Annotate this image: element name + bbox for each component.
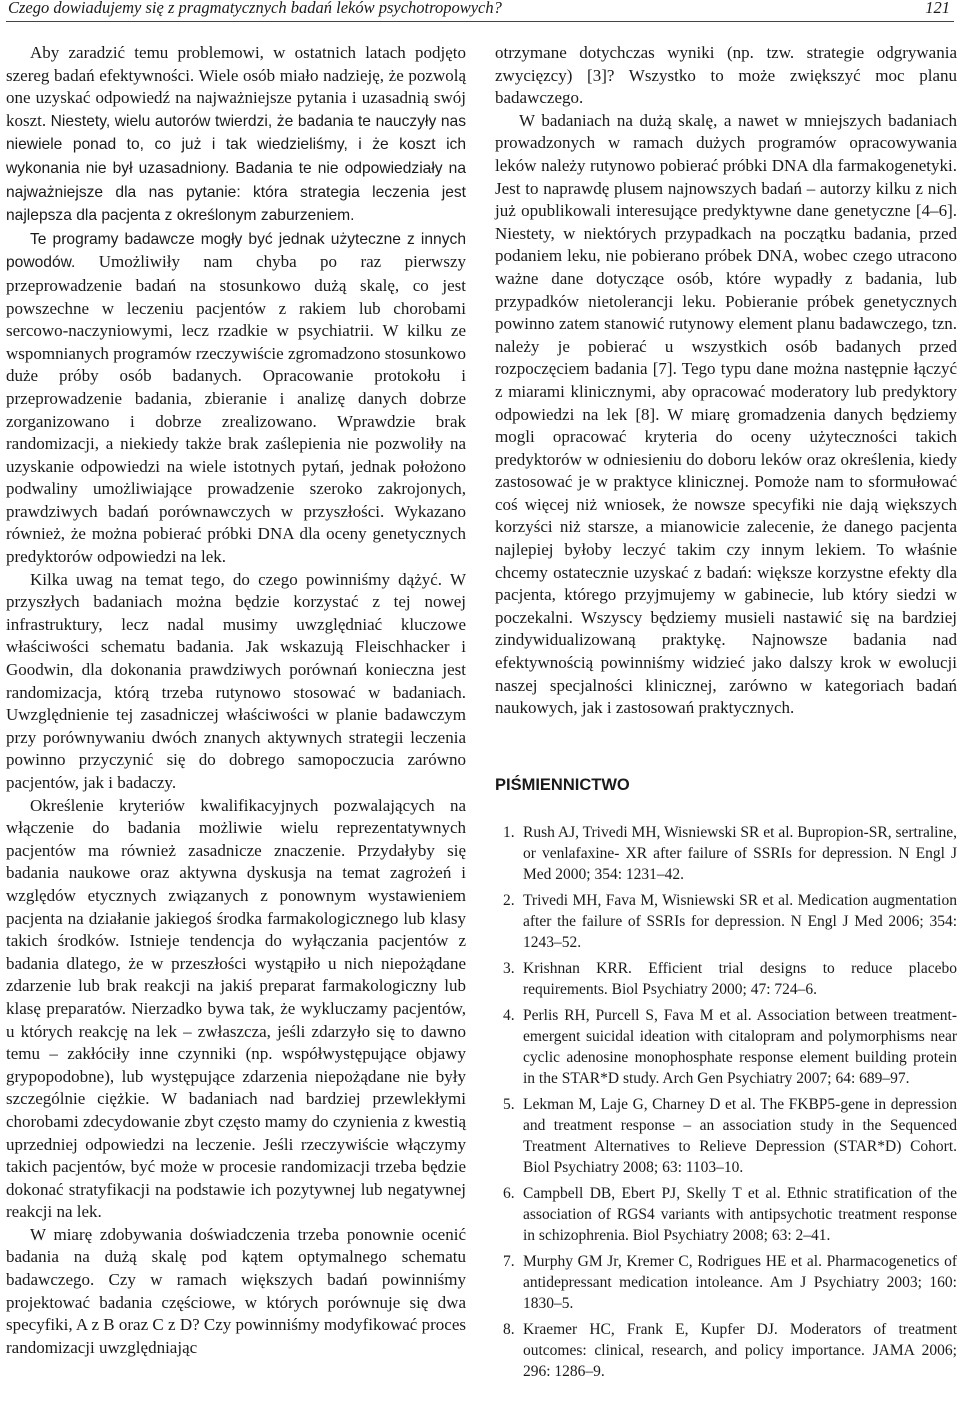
reference-text: Trivedi MH, Fava M, Wisniewski SR et al. Medication augmentation after the failure of SSRIs for depression. N Engl J Med 2006; 354: 1243–52. — [523, 892, 957, 952]
reference-text: Murphy GM Jr, Kremer C, Rodrigues HE et al. Pharmacogenetics of antidepressant medication intoleance. Am J Psychiatry 2003; 160: 1830–5. — [523, 1253, 957, 1313]
reference-item — [495, 1005, 957, 1089]
reference-text: Campbell DB, Ebert PJ, Skelly T et al. Ethnic stratification of the association of RGS4 variants with antipsychotic treatment response in schizophrenia. Biol Psychiatry 2008; 63: 2–41. — [523, 1185, 957, 1245]
references-heading: PIŚMIENNICTWO — [495, 775, 630, 794]
reference-number: 4. — [503, 1007, 515, 1025]
running-header — [6, 0, 954, 22]
reference-number: 5. — [503, 1096, 515, 1114]
paragraph: Określenie kryteriów kwalifikacyjnych pozwalających na włączenie do badania możliwie wielu reprezentatywnych pacjentów ma również zasadnicze znaczenie. Przydałyby się badania naukowe oraz aktywna dyskusja na temat zagrożeń i względów etycznych związanych z ponownym wystawieniem pacjenta na działanie jakiegoś środka farmakologicznego lub klasy takich środków. Istnieje tendencja do wyłączania pacjentów z badania dlatego, że w przeszłości wystąpiło u nich niepożądane zdarzenie lub brak reakcji na jakiś preparat farmakologiczny lub klasę preparatów. Nierzadko bywa tak, że wykluczamy pacjentów, u których reakcję na lek – zwłaszcza, jeśli zdarzyło się to dawno temu – zakłóciły inne czynniki (np. współwystępujące objawy grypopodobne), lub występujące zdarzenia niepożądane nie były szczególnie ciężkie. W badaniach nad bardziej przewlekłymi chorobami zdecydowanie zbyt często mamy do czynienia z kwestią uprzedniej odpowiedzi na leczenie. Jeśli rzeczywiście włączymy takich pacjentów, być może w procesie randomizacji trzeba będzie dokonać stratyfikacji na podstawie ich pozytywnej lub negatywnej reakcji na lek. — [6, 795, 466, 1222]
reference-number: 8. — [503, 1321, 515, 1339]
reference-number: 2. — [503, 892, 515, 910]
paragraph: otrzymane dotychczas wyniki (np. tzw. strategie odgrywania zwycięzcy) [3]? Wszystko to może zwiększyć moc planu badawczego. — [495, 43, 957, 108]
reference-number: 7. — [503, 1253, 515, 1271]
reference-item — [495, 1094, 957, 1178]
paragraph-text: Umożliwiły nam chyba po raz pierwszy przeprowadzenie badań na stosunkowo dużą skalę, co jest powszechne w leczeniu pacjentów z rakiem lub chorobami sercowo-naczyniowymi, lecz rzadkie w psychiatrii. W kilku ze wspomnianych programów rzeczywiście zgromadzono stosunkowo duże próby osób badanych. Opracowanie protokołu i przeprowadzenie badania, zbieranie i analizę danych dobrze zorganizowano i dobrze zrealizowano. Wprawdzie brak randomizacji, a niekiedy także brak zaślepienia nie pozwoliły na uzyskanie odpowiedzi na wiele istotnych pytań, jednak położono podwaliny umożliwiające prowadzenie szeroko zakrojonych, prawdziwych badań porównawczych w przyszłości. Wykazano również, że można pobierać próbki DNA dla oceny genetycznych predyktorów odpowiedzi na lek. — [6, 252, 466, 567]
reference-text: Krishnan KRR. Efficient trial designs to reduce placebo requirements. Biol Psychiatry 2000; 47: 724–6. — [523, 960, 957, 999]
references-list — [495, 822, 957, 1382]
reference-item — [495, 958, 957, 1000]
paragraph-text: Niestety, wielu autorów twierdzi, że badania te nauczyły nas niewiele ponad to, co już i tak wiedzieliśmy, i że koszt ich wykonania nie był uzasadniony. Badania te nie odpowiedziały na najważniejsze dla nas pytanie: która strategia leczenia jest najlepsza dla pacjenta z określonym zaburzeniem. — [6, 112, 467, 225]
reference-text: Perlis RH, Purcell S, Fava M et al. Association between treatment-emergent suicidal ideation with citalopram and polymorphisms near cyclic adenosine monophosphate response element building protein in the STAR*D study. Arch Gen Psychiatry 2007; 64: 689–97. — [523, 1007, 957, 1088]
reference-number: 1. — [503, 824, 515, 842]
paragraph: Kilka uwag na temat tego, do czego powinniśmy dążyć. W przyszłych badaniach można będzie korzystać z tej nowej infrastruktury, lecz nadal musimy uwzględniać kluczowe właściwości schematu badania. Jak wskazują Fleischhacker i Goodwin, dla dokonania prawdziwych porównań konieczna jest randomizacja, którą trzeba rutynowo stosować w badaniach. Uwzględnienie tej zasadniczej właściwości w planie badawczym przy porównywaniu dwóch znanych aktywnych strategii leczenia powinno przyczynić się do dobrego samopoczucia zarówno pacjentów, jak i badaczy. — [6, 569, 466, 792]
reference-item — [495, 1251, 957, 1314]
reference-text: Kraemer HC, Frank E, Kupfer DJ. Moderators of treatment outcomes: clinical, research, and policy importance. JAMA 2006; 296: 1286–9. — [523, 1321, 957, 1381]
reference-text: Rush AJ, Trivedi MH, Wisniewski SR et al. Bupropion-SR, sertraline, or venlafaxine- XR after failure of SSRIs for depression. N Engl J Med 2000; 354: 1231–42. — [523, 824, 957, 884]
page-number: 121 — [925, 0, 950, 17]
paragraph-text: Te programy badawcze mogły być jednak użyteczne z innych powodów. — [6, 230, 466, 272]
reference-number: 6. — [503, 1185, 515, 1203]
reference-item — [495, 822, 957, 885]
right-column — [495, 42, 957, 1387]
paragraph — [6, 42, 466, 228]
paragraph-text: Aby zaradzić temu problemowi, w ostatnich latach podjęto szereg badań efektywności. Wiele osób miało nadzieję, że pozwolą one uzyskać odpowiedź na najważniejsze pytania i uzasadnią swój koszt. — [6, 43, 466, 130]
left-column — [6, 42, 466, 1359]
reference-item — [495, 890, 957, 953]
running-title: Czego dowiadujemy się z pragmatycznych badań leków psychotropowych? — [8, 0, 502, 17]
paragraph: W miarę zdobywania doświadczenia trzeba ponownie ocenić badania na dużą skalę pod kątem optymalnego schematu badawczego. Czy w ramach większych badań powinniśmy projektować badania częściowe, w których porównuje się dwa specyfiki, A z B oraz C z D? Czy powinniśmy modyfikować proces randomizacji uwzględniając — [6, 1224, 466, 1357]
reference-item — [495, 1319, 957, 1382]
reference-item — [495, 1183, 957, 1246]
reference-number: 3. — [503, 960, 515, 978]
paragraph: W badaniach na dużą skalę, a nawet w mniejszych badaniach prowadzonych w ramach dużych programów opracowywania leków należy rutynowo pobierać próbki DNA dla farmakogenetyki. Jest to naprawdę plusem najnowszych badań – autorzy kilku z nich już opublikowali interesujące predyktywne dane genetyczne [4–6]. Niestety, w niektórych przypadkach na początku badania, przed podaniem leku, nie pobierano próbek DNA, wobec czego utracono ważne dane dotyczące osób, które wypadły z badania, lub przypadków nietolerancji leku. Pobieranie próbek genetycznych powinno zatem stanowić rutynowy element planu badawczego, tzn. należy je pobierać u wszystkich osób badanych przed rozpoczęciem badania [7]. Tego typu dane można następnie łączyć z miarami klinicznymi, aby opracować moderatory lub predyktory odpowiedzi na lek [8]. W miarę gromadzenia danych będziemy mogli opracować kryteria do oceny użyteczności takich predyktorów w odniesieniu do doboru leków oraz określenia, kiedy zastosować je w praktyce klinicznej. Pomoże nam to sformułować coś więcej niż wniosek, że nowsze specyfiki nie dają większych korzyści niż starsze, a mianowicie zalecenie, że danego pacjenta najlepiej byłoby leczyć takim czy innym lekiem. To właśnie chcemy ostatecznie uzyskać z badań: większe korzystne efekty dla pacjenta, którego przyjmujemy w gabinecie, lub który siedzi w poczekalni. Wszyscy będziemy musieli nastawić się na bardziej zindywidualizowaną praktykę. Najnowsze badania nad efektywnością powinniśmy widzieć jako dalszy krok w ewolucji naszej specjalności klinicznej, zarówno w kategoriach badań naukowych, jak i zastosowań praktycznych. — [495, 110, 957, 718]
reference-text: Lekman M, Laje G, Charney D et al. The FKBP5-gene in depression and treatment response – an association study in the Sequenced Treatment Alternatives to Relieve Depression (STAR*D) Cohort. Biol Psychiatry 2008; 63: 1103–10. — [523, 1096, 957, 1177]
paragraph — [6, 228, 466, 569]
